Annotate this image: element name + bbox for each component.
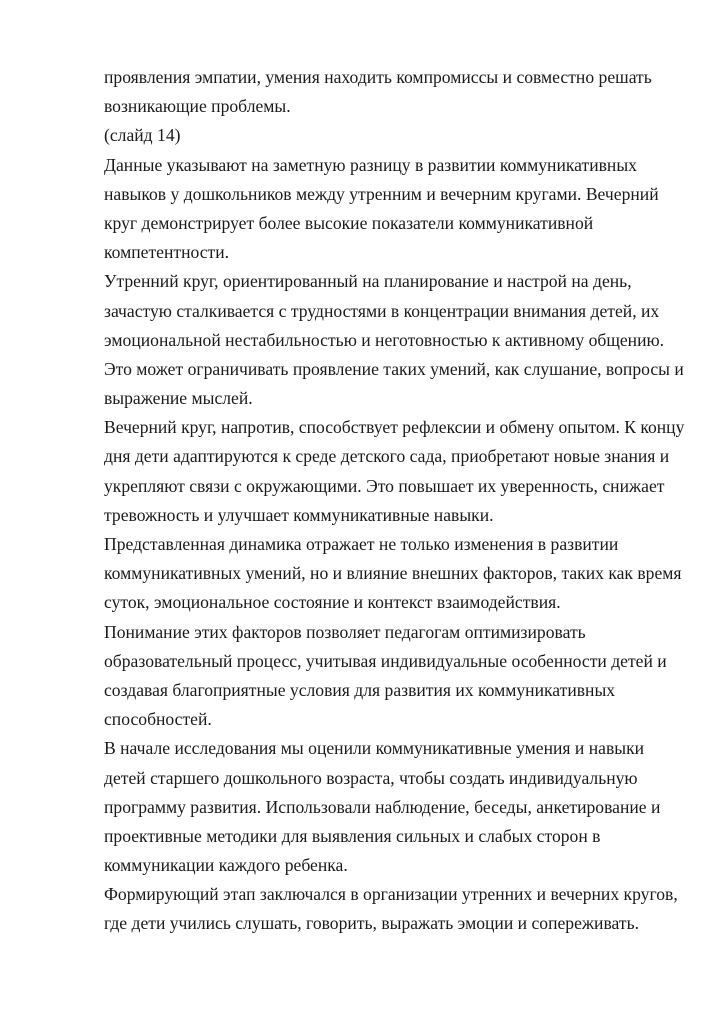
text-line: Понимание этих факторов позволяет педагогам оптимизировать [104, 621, 586, 642]
text-line: круг демонстрирует более высокие показатели коммуникативной [104, 212, 594, 233]
text-line: коммуникации каждого ребенка. [104, 855, 348, 876]
text-line: проективные методики для выявления сильных и слабых сторон в [104, 825, 601, 846]
text-line: создавая благоприятные условия для развития их коммуникативных [104, 679, 616, 700]
text-line: Вечерний круг, напротив, способствует рефлексии и обмену опытом. К концу [104, 417, 685, 438]
text-line: эмоциональной нестабильностью и неготовностью к активному общению. [104, 329, 665, 350]
text-line: В начале исследования мы оценили коммуникативные умения и навыки [104, 738, 645, 759]
text-line: образовательный процесс, учитывая индивидуальные особенности детей и [104, 650, 667, 671]
text-line: тревожность и улучшает коммуникативные навыки. [104, 504, 494, 525]
text-line: навыков у дошкольников между утренним и вечерним кругами. Вечерний [104, 183, 659, 204]
text-line: выражение мыслей. [104, 388, 253, 409]
text-line: Данные указывают на заметную разницу в развитии коммуникативных [104, 154, 637, 175]
text-line: зачастую сталкивается с трудностями в концентрации внимания детей, их [104, 300, 660, 321]
text-line: дня дети адаптируются к среде детского сада, приобретают новые знания и [104, 446, 670, 467]
text-line: где дети учились слушать, говорить, выражать эмоции и сопереживать. [104, 913, 640, 934]
text-line: Представленная динамика отражает не только изменения в развитии [104, 534, 619, 554]
text-line: способностей. [104, 709, 212, 730]
body-text [104, 63, 684, 939]
text-line: (слайд 14) [104, 125, 181, 146]
text-line: коммуникативных умений, но и влияние внешних факторов, таких как время [104, 563, 682, 584]
text-line: возникающие проблемы. [104, 96, 291, 117]
text-line: укрепляют связи с окружающими. Это повышает их уверенность, снижает [104, 475, 665, 496]
text-line: проявления эмпатии, умения находить компромиссы и совместно решать [104, 67, 652, 87]
text-line: детей старшего дошкольного возраста, чтобы создать индивидуальную [104, 767, 638, 788]
text-line: компетентности. [104, 242, 230, 263]
text-line: программу развития. Использовали наблюдение, беседы, анкетирование и [104, 796, 661, 817]
text-line: суток, эмоциональное состояние и контекст взаимодействия. [104, 592, 561, 613]
text-line: Формирующий этап заключался в организации утренних и вечерних кругов, [104, 884, 678, 905]
text-line: Утренний круг, ориентированный на планирование и настрой на день, [104, 271, 632, 292]
text-line: Это может ограничивать проявление таких умений, как слушание, вопросы и [104, 358, 684, 379]
